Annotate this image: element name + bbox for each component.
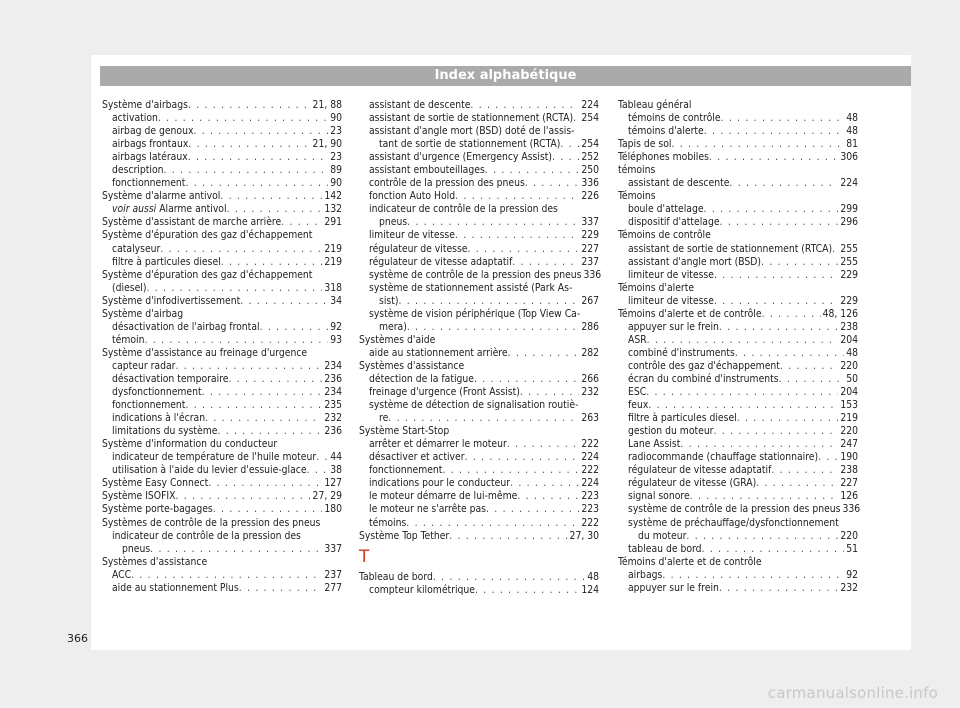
- index-subentry: fonction Auto Hold . . . 226: [359, 190, 599, 203]
- index-subentry: détection de la fatigue . . . 266: [359, 373, 599, 386]
- index-entry: Système ISOFIX . . . 27, 29: [102, 490, 342, 503]
- index-subentry: combiné d'instruments . . . 48: [618, 347, 858, 360]
- index-heading: Systèmes d'aide: [359, 333, 436, 346]
- index-subentry: appuyer sur le frein . . . 238: [618, 321, 858, 334]
- index-subentry: limiteur de vitesse . . . 229: [618, 269, 858, 282]
- index-subentry: appuyer sur le frein . . . 232: [618, 582, 858, 595]
- index-subentry: limitations du système . . . 236: [102, 425, 342, 438]
- index-subheading: indicateur de contrôle de la pression des: [112, 529, 301, 542]
- index-subentry: airbags . . . 92: [618, 569, 858, 582]
- watermark: carmanualsonline.info: [767, 684, 938, 702]
- index-subentry: airbags frontaux . . . 21, 90: [102, 138, 342, 151]
- index-heading: Témoins: [618, 190, 656, 203]
- index-subentry: airbags latéraux . . . 23: [102, 151, 342, 164]
- index-subentry: airbag de genoux . . . 23: [102, 125, 342, 138]
- index-subentry: radiocommande (chauffage stationnaire) . . . 190: [618, 451, 858, 464]
- index-subentry: témoins . . . 222: [359, 517, 599, 530]
- index-subentry: témoins de contrôle . . . 48: [618, 112, 858, 125]
- index-subentry: contrôle de la pression des pneus . . . 336: [359, 177, 599, 190]
- index-subentry: filtre à particules diesel . . . 219: [618, 412, 858, 425]
- index-subheading: indicateur de contrôle de la pression des: [369, 203, 558, 216]
- index-subentry: assistant de sortie de stationnement (RCTA) . . . 254: [359, 112, 599, 125]
- index-subentry: aide au stationnement Plus . . . 277: [102, 582, 342, 595]
- index-subentry: du moteur . . . 220: [618, 530, 858, 543]
- index-subentry: témoin . . . 93: [102, 334, 342, 347]
- index-heading: Système d'information du conducteur: [102, 438, 278, 451]
- index-subentry: compteur kilométrique . . . 124: [359, 584, 599, 597]
- index-heading: Système d'airbag: [102, 307, 184, 320]
- index-subentry: désactiver et activer . . . 224: [359, 451, 599, 464]
- index-subheading: système de préchauffage/dysfonctionnement: [628, 516, 839, 529]
- index-subentry: indications à l'écran . . . 232: [102, 412, 342, 425]
- index-subentry: fonctionnement . . . 90: [102, 177, 342, 190]
- index-subentry: mera) . . . 286: [359, 321, 599, 334]
- index-subentry: fonctionnement . . . 235: [102, 399, 342, 412]
- index-subentry: tant de sortie de stationnement (RCTA) . . . 254: [359, 138, 599, 151]
- see-also-label: voir aussi: [112, 203, 157, 216]
- index-entry: Système d'airbags . . . 21, 88: [102, 99, 342, 112]
- index-subentry: indications pour le conducteur . . . 224: [359, 477, 599, 490]
- index-subentry: assistant d'urgence (Emergency Assist) . . . 252: [359, 151, 599, 164]
- index-entry: Tapis de sol . . . 81: [618, 138, 858, 151]
- index-heading: témoins: [618, 164, 656, 177]
- section-letter: T: [359, 546, 370, 567]
- index-subentry: aide au stationnement arrière . . . 282: [359, 347, 599, 360]
- index-entry: Système d'alarme antivol . . . 142: [102, 190, 342, 203]
- index-column-1: [102, 99, 342, 595]
- index-heading: Système d'épuration des gaz d'échappement: [102, 268, 313, 281]
- index-subentry: dispositif d'attelage . . . 296: [618, 216, 858, 229]
- page-header: Index alphabétique: [100, 66, 911, 86]
- index-subheading: système de stationnement assisté (Park As-: [369, 281, 573, 294]
- index-subentry: ACC . . . 237: [102, 569, 342, 582]
- index-subentry: régulateur de vitesse adaptatif . . . 237: [359, 256, 599, 269]
- index-entry: Tableau de bord . . . 48: [359, 571, 599, 584]
- index-subentry: le moteur ne s'arrête pas . . . 223: [359, 503, 599, 516]
- index-subentry: boule d'attelage . . . 299: [618, 203, 858, 216]
- index-subentry: description . . . 89: [102, 164, 342, 177]
- index-subentry: dysfonctionnement . . . 234: [102, 386, 342, 399]
- index-cross-reference: voir aussi Alarme antivol . . . 132: [102, 203, 342, 216]
- index-subheading: système de détection de signalisation routiè-: [369, 399, 579, 412]
- index-entry: Système Easy Connect . . . 127: [102, 477, 342, 490]
- index-entry: Système Top Tether . . . 27, 30: [359, 530, 599, 543]
- index-entry: Système d'assistant de marche arrière . . . 291: [102, 216, 342, 229]
- index-subentry: catalyseur . . . 219: [102, 243, 342, 256]
- index-subentry: assistant d'angle mort (BSD) . . . 255: [618, 256, 858, 269]
- index-subentry: assistant de sortie de stationnement (RTCA) . . . 255: [618, 243, 858, 256]
- index-subentry: désactivation temporaire . . . 236: [102, 373, 342, 386]
- page-number: 366: [67, 632, 88, 645]
- index-subentry: arrêter et démarrer le moteur . . . 222: [359, 438, 599, 451]
- index-subentry: écran du combiné d'instruments . . . 50: [618, 373, 858, 386]
- index-subentry: assistant embouteillages . . . 250: [359, 164, 599, 177]
- index-subentry: régulateur de vitesse . . . 227: [359, 243, 599, 256]
- index-subentry: pneus . . . 337: [359, 216, 599, 229]
- index-heading: Tableau général: [618, 99, 692, 111]
- index-subheading: assistant d'angle mort (BSD) doté de l'assis-: [369, 125, 575, 138]
- index-subentry: régulateur de vitesse (GRA) . . . 227: [618, 477, 858, 490]
- index-heading: Systèmes de contrôle de la pression des pneus: [102, 516, 321, 529]
- index-subentry: indicateur de température de l'huile moteur . . . 44: [102, 451, 342, 464]
- index-heading: Système Start-Stop: [359, 425, 450, 438]
- index-subentry: ESC . . . 204: [618, 386, 858, 399]
- index-heading: Systèmes d'assistance: [359, 359, 465, 372]
- index-heading: Système d'assistance au freinage d'urgence: [102, 346, 308, 359]
- index-subentry: tableau de bord . . . 51: [618, 543, 858, 556]
- index-subentry: sist) . . . 267: [359, 295, 599, 308]
- index-entry: Téléphones mobiles . . . 306: [618, 151, 858, 164]
- index-heading: Témoins d'alerte et de contrôle: [618, 555, 762, 568]
- index-subentry: désactivation de l'airbag frontal . . . 92: [102, 321, 342, 334]
- index-subheading: système de vision périphérique (Top View Ca-: [369, 307, 581, 320]
- index-subentry: témoins d'alerte . . . 48: [618, 125, 858, 138]
- index-subentry: feux . . . 153: [618, 399, 858, 412]
- index-subentry: fonctionnement . . . 222: [359, 464, 599, 477]
- index-entry: Témoins d'alerte et de contrôle . . . 48, 126: [618, 308, 858, 321]
- index-subentry: limiteur de vitesse . . . 229: [359, 229, 599, 242]
- index-entry: Système porte-bagages . . . 180: [102, 503, 342, 516]
- index-subentry: système de contrôle de la pression des pneus 336: [369, 268, 602, 281]
- index-subentry: signal sonore . . . 126: [618, 490, 858, 503]
- index-heading: Témoins d'alerte: [618, 281, 695, 294]
- index-subentry: gestion du moteur . . . 220: [618, 425, 858, 438]
- index-subentry: assistant de descente . . . 224: [359, 99, 599, 112]
- index-subentry: (diesel) . . . 318: [102, 282, 342, 295]
- index-subentry: limiteur de vitesse . . . 229: [618, 295, 858, 308]
- index-subentry: Lane Assist . . . 247: [618, 438, 858, 451]
- index-subentry: freinage d'urgence (Front Assist) . . . 232: [359, 386, 599, 399]
- index-subentry: ASR . . . 204: [618, 334, 858, 347]
- index-subentry: régulateur de vitesse adaptatif . . . 238: [618, 464, 858, 477]
- index-heading: Témoins de contrôle: [618, 229, 711, 242]
- index-heading: Systèmes d'assistance: [102, 555, 208, 568]
- index-entry: Système d'infodivertissement . . . 34: [102, 295, 342, 308]
- index-subentry: le moteur démarre de lui-même . . . 223: [359, 490, 599, 503]
- index-subentry: pneus . . . 337: [102, 543, 342, 556]
- index-subentry: système de contrôle de la pression des pneus 336: [628, 503, 861, 516]
- index-subentry: utilisation à l'aide du levier d'essuie-glace . . . 38: [102, 464, 342, 477]
- index-subentry: activation . . . 90: [102, 112, 342, 125]
- index-subentry: contrôle des gaz d'échappement . . . 220: [618, 360, 858, 373]
- index-column-3: [618, 99, 861, 595]
- index-heading: Système d'épuration des gaz d'échappement: [102, 229, 313, 242]
- index-subentry: capteur radar . . . 234: [102, 360, 342, 373]
- index-subentry: re . . . 263: [359, 412, 599, 425]
- index-column-2: [359, 99, 602, 597]
- index-subentry: filtre à particules diesel . . . 219: [102, 256, 342, 269]
- index-subentry: assistant de descente . . . 224: [618, 177, 858, 190]
